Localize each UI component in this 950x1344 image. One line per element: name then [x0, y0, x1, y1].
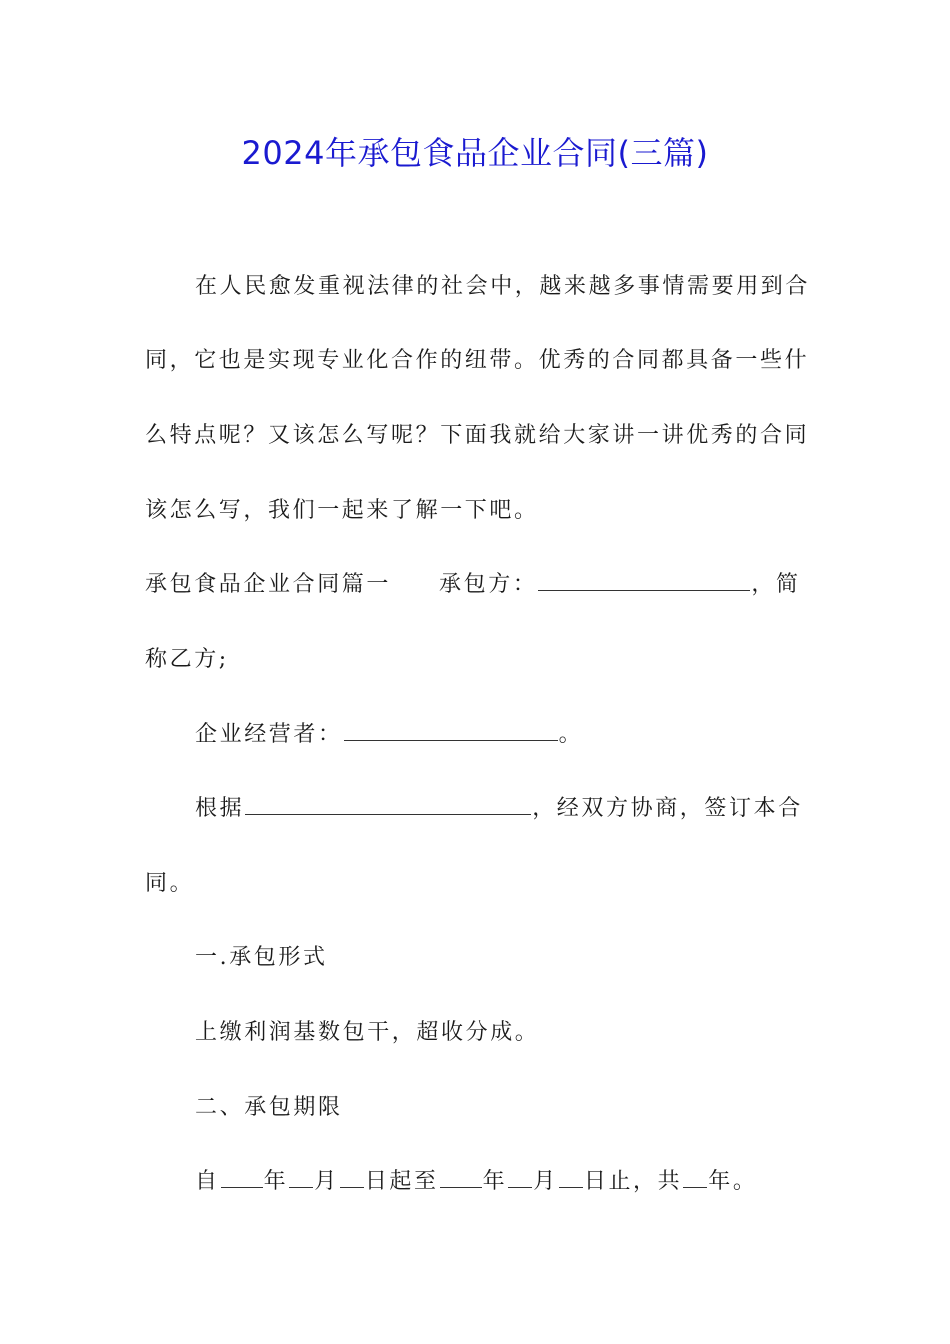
basis-cont: 同。	[145, 871, 195, 896]
operator-line	[195, 720, 583, 750]
year-blank	[440, 1167, 482, 1188]
basis-suffix: ，经双方协商，签订本合	[532, 796, 803, 821]
contractor-suffix: ，简	[751, 572, 801, 597]
intro-line: 在人民愈发重视法律的社会中，越来越多事情需要用到合	[195, 274, 811, 299]
document-title: 2024年承包食品企业合同(三篇)	[241, 134, 709, 172]
term-text: 年	[482, 1169, 508, 1194]
form-text: 上缴利润基数包干，超收分成。	[195, 1020, 540, 1045]
year-blank	[221, 1167, 263, 1188]
contractor-label: 承包方：	[439, 572, 538, 597]
day-blank	[340, 1167, 364, 1188]
operator-blank	[344, 720, 558, 741]
operator-suffix: 。	[558, 722, 584, 747]
operator-label: 企业经营者：	[195, 722, 343, 747]
years-count-blank	[683, 1167, 707, 1188]
basis-blank	[245, 794, 531, 815]
intro-line: 么特点呢？又该怎么写呢？下面我就给大家讲一讲优秀的合同	[145, 423, 810, 448]
contractor-cont: 称乙方;	[145, 647, 229, 672]
basis-line	[195, 794, 803, 824]
month-blank	[508, 1167, 532, 1188]
term-text: 日起至	[364, 1169, 439, 1194]
term-text: 月	[533, 1169, 558, 1194]
term-text: 日止，共	[583, 1169, 683, 1194]
section-heading: 承包食品企业合同篇一	[145, 572, 392, 597]
term-text: 月	[314, 1169, 339, 1194]
term-text: 年。	[708, 1169, 758, 1194]
form-heading: 一.承包形式	[195, 945, 328, 970]
basis-prefix: 根据	[195, 796, 245, 821]
intro-line: 该怎么写，我们一起来了解一下吧。	[145, 498, 539, 523]
term-line	[195, 1167, 757, 1197]
term-heading: 二、承包期限	[195, 1095, 343, 1120]
term-text: 自	[195, 1169, 220, 1194]
month-blank	[289, 1167, 313, 1188]
term-text: 年	[263, 1169, 289, 1194]
contractor-blank	[538, 570, 750, 591]
intro-line: 同，它也是实现专业化合作的纽带。优秀的合同都具备一些什	[145, 348, 810, 373]
contractor-line	[145, 570, 801, 600]
day-blank	[559, 1167, 583, 1188]
